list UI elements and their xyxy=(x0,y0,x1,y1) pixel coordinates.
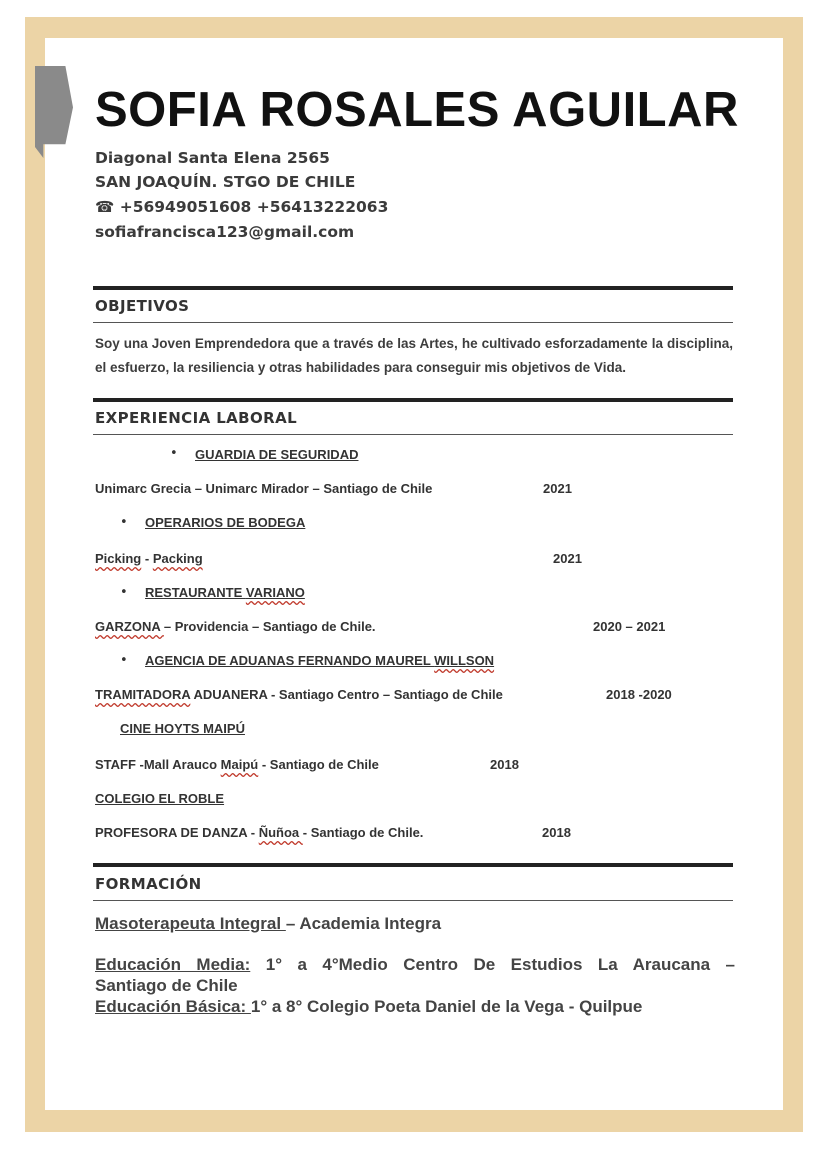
objetivos-text: Soy una Joven Emprendedora que a través de las Artes, he cultivado esforzadamente la disciplina, el esfuerzo, la resiliencia y otras habilidades para conseguir mis objetivos de Vida. xyxy=(95,336,733,375)
job-title xyxy=(145,585,305,600)
job-title: COLEGIO EL ROBLE xyxy=(95,791,225,806)
job-title-part: RESTAURANTE xyxy=(145,585,246,600)
job-detail-part: - Santiago de Chile xyxy=(258,757,379,772)
job-title: CINE HOYTS MAIPÚ xyxy=(120,721,245,736)
bullet-icon: • xyxy=(120,515,128,530)
job-detail-part: ADUANERA - Santiago Centro – Santiago de Chile xyxy=(190,687,503,702)
job-detail-part: Picking xyxy=(95,551,142,566)
section-divider-thick xyxy=(93,398,733,402)
job-year: 2020 – 2021 xyxy=(593,619,666,634)
job-title: OPERARIOS DE BODEGA xyxy=(145,515,306,530)
job-year: 2018 -2020 xyxy=(606,687,672,702)
job-year: 2018 xyxy=(490,757,519,772)
bullet-icon: • xyxy=(120,653,128,668)
formacion-label: Educación Básica: xyxy=(95,997,251,1016)
job-title: GUARDIA DE SEGURIDAD xyxy=(195,447,359,462)
job-detail-part: STAFF -Mall Arauco xyxy=(95,757,221,772)
formacion-text: 1° a 4°Medio Centro De Estudios La Araucana – xyxy=(250,955,736,974)
job-detail xyxy=(95,757,379,772)
job-detail-part: - Santiago de Chile. xyxy=(302,825,424,840)
job-title-part: VARIANO xyxy=(245,585,305,600)
formacion-label: Educación Media: xyxy=(95,955,251,974)
section-divider-thin xyxy=(93,900,733,901)
job-detail: Unimarc Grecia – Unimarc Mirador – Santiago de Chile xyxy=(95,481,433,496)
section-divider-thick xyxy=(93,286,733,290)
job-year: 2018 xyxy=(542,825,571,840)
job-title-part: AGENCIA DE ADUANAS FERNANDO MAUREL xyxy=(145,653,435,668)
job-title xyxy=(145,653,494,668)
section-title-experiencia: EXPERIENCIA LABORAL xyxy=(95,409,298,427)
formacion-label: Masoterapeuta Integral xyxy=(95,914,286,933)
job-detail-part: TRAMITADORA xyxy=(95,687,191,702)
section-title-formacion: FORMACIÓN xyxy=(95,875,202,893)
job-title-part: WILLSON xyxy=(434,653,495,668)
job-detail-part: – Providencia – Santiago de Chile. xyxy=(163,619,376,634)
formacion-item xyxy=(95,997,735,1017)
job-detail xyxy=(95,619,376,634)
job-year: 2021 xyxy=(543,481,572,496)
section-divider-thin xyxy=(93,322,733,323)
job-detail xyxy=(95,687,503,702)
candidate-name: SOFIA ROSALES AGUILAR xyxy=(95,83,739,137)
phone-icon: ☎ xyxy=(95,198,115,216)
job-year: 2021 xyxy=(553,551,582,566)
job-detail-part: Ñuñoa xyxy=(258,825,303,840)
section-divider-thick xyxy=(93,863,733,867)
job-detail-separator: - xyxy=(141,551,153,566)
address-line-1: Diagonal Santa Elena 2565 xyxy=(95,149,330,167)
job-detail xyxy=(95,825,423,840)
formacion-text: 1° a 8° Colegio Poeta Daniel de la Vega - Quilpue xyxy=(250,997,643,1016)
section-divider-thin xyxy=(93,434,733,435)
bullet-icon: • xyxy=(170,446,178,461)
email: sofiafrancisca123@gmail.com xyxy=(95,223,355,241)
formacion-text: – Academia Integra xyxy=(285,914,442,933)
job-detail-part: Maipú xyxy=(220,757,259,772)
formacion-item-continuation: Santiago de Chile xyxy=(95,976,238,995)
job-detail xyxy=(95,551,203,566)
phone-numbers: +56949051608 +56413222063 xyxy=(119,198,389,216)
formacion-item xyxy=(95,955,735,975)
formacion-item xyxy=(95,914,735,934)
address-line-2: SAN JOAQUÍN. STGO DE CHILE xyxy=(95,173,356,191)
job-detail-part: Packing xyxy=(152,551,203,566)
job-detail-part: GARZONA xyxy=(95,619,164,634)
section-title-objetivos: OBJETIVOS xyxy=(95,297,190,315)
phone-line xyxy=(95,198,388,216)
job-detail-part: PROFESORA DE DANZA - xyxy=(95,825,259,840)
bullet-icon: • xyxy=(120,585,128,600)
